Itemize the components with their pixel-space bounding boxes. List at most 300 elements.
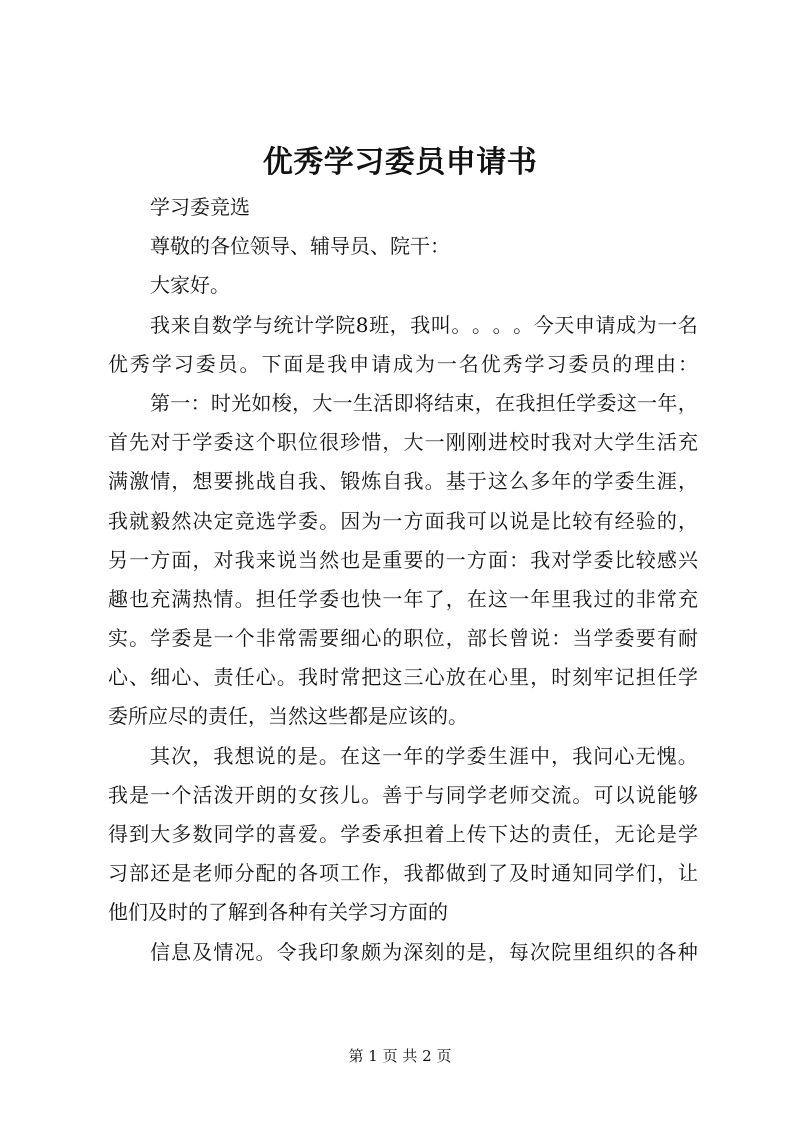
text-character: 来 [255,547,276,572]
text-character: 习 [546,351,567,376]
text-character: 流 [551,782,572,807]
text-character: ， [389,312,410,337]
text-character: 学 [677,822,698,846]
text-character: 。 [319,508,340,533]
text-character: 部 [129,861,150,886]
text-character: 一 [509,586,530,611]
text-character: 炼 [361,469,382,494]
text-character: ： [551,626,572,651]
text-character: 于 [403,782,424,807]
text-character: 战 [255,469,276,494]
text-character: 学 [593,626,614,651]
text-character: 学 [234,822,255,846]
text-character: 挑 [234,469,255,494]
text-character: 充 [677,430,698,455]
text-character: 生 [487,743,508,768]
text-character: 让 [677,861,698,886]
text-character: 泼 [213,782,234,807]
text-character: 为 [636,312,657,337]
text-character: 要 [213,469,234,494]
text-character: 长 [487,626,508,651]
text-character: ， [292,390,313,415]
text-character: 把 [361,665,382,690]
text-character: 对 [551,547,572,572]
text-character: 担 [403,822,424,846]
text-character: 委 [466,743,487,768]
text-character: 比 [614,547,635,572]
text-character: 是 [530,508,551,533]
text-character: 学 [576,390,597,415]
text-character: ， [382,861,403,886]
text-character: 天 [554,312,575,337]
text-character: 次 [529,939,550,964]
text-character: 秀 [129,351,150,376]
text-character: 学 [192,430,213,455]
text-character: 上 [445,822,466,846]
text-character: 统 [273,312,294,337]
text-character: 。 [319,822,340,846]
text-character: 还 [150,861,171,886]
text-character: 心 [108,665,128,690]
text-line [108,580,698,619]
text-character: 叫 [430,312,451,337]
text-character: 下 [261,351,282,376]
text-character: 学 [466,782,487,807]
text-character: 么 [509,469,530,494]
text-character: 以 [487,508,508,533]
text-character: 生 [635,469,656,494]
text-character: 第 [150,390,170,415]
text-character: 够 [677,782,698,807]
text-character: 要 [319,626,340,651]
text-line [108,423,698,462]
text-character: 情 [213,586,234,611]
text-character: 毅 [150,508,171,533]
text-character: 儿 [340,782,361,807]
text-character: 与 [252,312,273,337]
text-character: 活 [192,782,213,807]
text-character: 在 [495,390,516,415]
text-character: 记 [614,665,635,690]
text-character: 里 [572,939,593,964]
text-line [108,619,698,658]
text-character: 、 [192,665,213,690]
text-character: 方 [466,547,487,572]
text-character: 的 [445,939,466,964]
text-character: 重 [382,547,403,572]
text-character: 位 [297,430,318,455]
text-character: 学 [314,312,335,337]
text-character: 当 [572,626,593,651]
text-character: 一 [170,390,191,415]
text-character: 年 [657,390,678,415]
text-character: 学 [151,351,172,376]
text-character: 充 [677,586,698,611]
text-character: 兴 [677,547,698,572]
text-character: 面 [283,351,304,376]
text-line [108,776,698,815]
text-character: 委 [614,626,635,651]
text-character: 知 [572,861,593,886]
text-character: 理 [634,351,655,376]
text-character: 无 [614,822,635,846]
text-character: 我 [403,861,424,886]
text-character: 、 [319,469,340,494]
text-character: 时 [551,665,572,690]
text-character: 热 [192,586,213,611]
text-character: 放 [445,665,466,690]
text-character: 涯 [508,743,529,768]
text-character: 愧 [656,743,677,768]
text-character: ， [530,665,551,690]
text-character: 也 [340,547,361,572]
text-character: 我 [108,782,128,807]
text-character: 委 [297,508,318,533]
text-character: 进 [487,430,508,455]
text-character: ， [445,586,466,611]
text-character: ， [677,508,698,533]
text-character: 可 [466,508,487,533]
text-character: 责 [213,665,234,690]
text-character: 孩 [319,782,340,807]
text-character: ， [487,939,508,964]
text-character: 优 [480,351,501,376]
text-character: 我 [108,508,128,533]
text-character: 学 [297,586,318,611]
text-character: 然 [171,508,192,533]
text-character: 我 [410,312,431,337]
text-character: 一 [382,743,403,768]
text-character: 到 [466,861,487,886]
text-character: 的 [382,626,403,651]
text-character: 、 [129,665,150,690]
text-character: 有 [593,508,614,533]
text-character: 对 [150,430,171,455]
text-character: 因 [340,508,361,533]
text-character: 开 [234,782,255,807]
text-character: 当 [297,547,318,572]
text-character: 项 [319,861,340,886]
text-character: 数 [192,822,213,846]
text-character: 学 [232,312,253,337]
text-character: 刚 [466,430,487,455]
text-character: 一 [332,390,353,415]
text-character: 是 [129,782,150,807]
text-character: 这 [487,469,508,494]
text-character: 常 [656,586,677,611]
text-character: 学 [614,430,635,455]
text-character: 定 [213,508,234,533]
text-character: 我 [403,469,424,494]
text-character: 的 [276,861,297,886]
text-character: 一 [445,547,466,572]
text-character: 成 [392,351,413,376]
text-character: 可 [593,782,614,807]
text-character: 有 [656,626,677,651]
text-character: ， [677,469,698,494]
text-character: 情 [150,469,171,494]
text-character: 时 [530,861,551,886]
text-character: 同 [445,782,466,807]
text-character: 学 [677,665,698,690]
text-character: 年 [551,469,572,494]
text-line: 学习委竞选 [150,195,250,219]
text-character: 选 [255,508,276,533]
text-character: 每 [508,939,529,964]
text-character: 在 [466,665,487,690]
text-character: 数 [211,312,232,337]
text-character: 。 [361,782,382,807]
text-character: 学 [340,822,361,846]
text-character: 大 [403,430,424,455]
text-character: ， [593,822,614,846]
text-character: 的 [614,586,635,611]
text-character: 同 [213,822,234,846]
text-character: 老 [192,861,213,886]
text-character: 及 [192,939,213,964]
text-line [108,462,698,501]
text-character: 常 [276,626,297,651]
text-character: 职 [276,430,297,455]
text-character: 习 [108,861,128,886]
text-line [108,345,698,384]
text-character: 校 [509,430,530,455]
text-character: 自 [191,312,212,337]
text-character: 委 [195,351,216,376]
text-character: 次 [171,743,192,768]
text-character: 都 [424,861,445,886]
text-character: 其 [150,743,170,768]
text-character: 一 [637,390,658,415]
text-character: 优 [108,351,128,376]
text-character: 满 [108,469,128,494]
text-character: 于 [171,430,192,455]
text-character: 的 [656,508,677,533]
text-character: 善 [382,782,403,807]
text-character: 时 [210,390,231,415]
text-character: 得 [108,822,128,846]
text-character: 大 [593,430,614,455]
text-character: 名 [677,312,698,337]
text-character: 学 [276,508,297,533]
text-character: 说 [509,508,530,533]
text-character: 学 [593,469,614,494]
text-character: 委 [596,390,617,415]
text-character: 任 [234,665,255,690]
text-character: ， [474,390,495,415]
text-character: 能 [656,782,677,807]
text-line [108,933,698,972]
text-character: 心 [255,665,276,690]
text-character: 时 [319,665,340,690]
text-character: 配 [255,861,276,886]
text-character: 任 [276,586,297,611]
text-character: 结 [434,390,455,415]
text-character: 种 [677,939,698,964]
text-character: 。 [424,469,445,494]
text-character: 担 [535,390,556,415]
text-character: 锻 [340,469,361,494]
text-character: 。 [129,626,150,651]
text-character: 委 [568,351,589,376]
text-character: 较 [572,508,593,533]
text-character: 位 [424,626,445,651]
text-character: 验 [635,508,656,533]
text-character: 经 [614,508,635,533]
text-character: 令 [276,939,297,964]
text-character: 心 [361,626,382,651]
text-character: 激 [129,469,150,494]
text-character: 委 [593,547,614,572]
text-character: 的 [276,782,297,807]
text-character: 比 [551,508,572,533]
text-character: 我 [572,743,593,768]
text-character: 秀 [502,351,523,376]
text-character: 首 [108,430,128,455]
text-character: 为 [361,508,382,533]
text-character: 生 [635,430,656,455]
text-character: 自 [276,469,297,494]
text-character: ， [677,390,698,415]
text-character: 年 [403,586,424,611]
text-character: 对 [213,547,234,572]
text-character: 然 [319,547,340,572]
text-character: 委 [361,822,382,846]
text-character: 女 [297,782,318,807]
text-character: 计 [294,312,315,337]
text-character: 非 [635,586,656,611]
text-character: 一 [657,312,678,337]
text-character: 梭 [271,390,292,415]
text-character: 细 [340,626,361,651]
text-character: 方 [150,547,171,572]
text-character: 面 [424,508,445,533]
text-character: 各 [656,939,677,964]
text-character: 问 [593,743,614,768]
text-character: 了 [487,861,508,886]
text-character: 担 [635,665,656,690]
text-line [108,541,698,580]
text-character: 申 [574,312,595,337]
text-character: 况 [234,939,255,964]
text-character: 很 [319,430,340,455]
text-character: 传 [466,822,487,846]
text-character: 我 [445,508,466,533]
text-character: 的 [612,351,633,376]
text-character: 。 [451,312,472,337]
document-body [108,188,698,972]
text-character: 说 [635,782,656,807]
text-character: 息 [171,939,192,964]
text-character: 颇 [361,939,382,964]
text-character: 的 [424,547,445,572]
text-character: 是 [361,547,382,572]
text-character: 由 [656,351,677,376]
text-character: 了 [424,586,445,611]
text-character: 我 [234,547,255,572]
text-character: 这 [234,430,255,455]
text-character: 习 [173,351,194,376]
text-character: 实 [108,626,128,651]
text-character: 大 [312,390,333,415]
text-character: 说 [530,626,551,651]
text-character: 就 [129,508,150,533]
text-character: 如 [251,390,272,415]
text-character: 年 [530,586,551,611]
text-line [108,306,698,345]
text-character: 各 [297,861,318,886]
text-character: 同 [593,861,614,886]
text-character: 即 [393,390,414,415]
text-character: 这 [616,390,637,415]
text-character: 的 [276,743,297,768]
text-character: 员 [590,351,611,376]
text-character: 牢 [593,665,614,690]
text-character: 担 [255,586,276,611]
text-character: 深 [403,939,424,964]
text-character: 任 [656,665,677,690]
text-character: ， [445,626,466,651]
text-character: 为 [414,351,435,376]
text-character: 我 [297,939,318,964]
text-character: 信 [150,939,170,964]
text-character: 年 [403,743,424,768]
text-character: ： [190,390,211,415]
text-character: 满 [171,586,192,611]
text-character: 部 [466,626,487,651]
text-character: 面 [171,547,192,572]
text-character: 来 [170,312,191,337]
text-character: 我 [297,665,318,690]
text-character: 的 [424,743,445,768]
text-character: 是 [171,861,192,886]
text-character: 快 [361,586,382,611]
text-character: 多 [171,822,192,846]
text-character: 曾 [509,626,530,651]
text-character: 心 [487,665,508,690]
text-character: 活 [656,430,677,455]
text-character: 达 [509,822,530,846]
text-line: 他们及时的了解到各种有关学习方面的 [108,900,448,925]
text-character: 。 [234,586,255,611]
text-line: 大家好。 [150,273,230,298]
text-character: 今 [533,312,554,337]
text-character: 的 [635,939,656,964]
text-character: 多 [530,469,551,494]
text-line [108,658,698,697]
text-character: 三 [403,665,424,690]
text-character: 8 [355,312,369,337]
text-character: 工 [340,861,361,886]
text-character: 也 [129,586,150,611]
text-character: 。 [255,939,276,964]
text-character: 的 [530,822,551,846]
text-character: 。 [239,351,260,376]
text-character: 是 [466,939,487,964]
text-character: 喜 [276,822,297,846]
text-character: ， [382,430,403,455]
text-character: ： [677,351,698,376]
text-character: 这 [487,586,508,611]
text-character: 时 [530,430,551,455]
text-character: 委 [213,430,234,455]
text-character: 着 [424,822,445,846]
text-line [108,502,698,541]
text-character: 朗 [255,782,276,807]
text-character: 们 [635,861,656,886]
text-character: 通 [551,861,572,886]
text-character: 我 [572,586,593,611]
